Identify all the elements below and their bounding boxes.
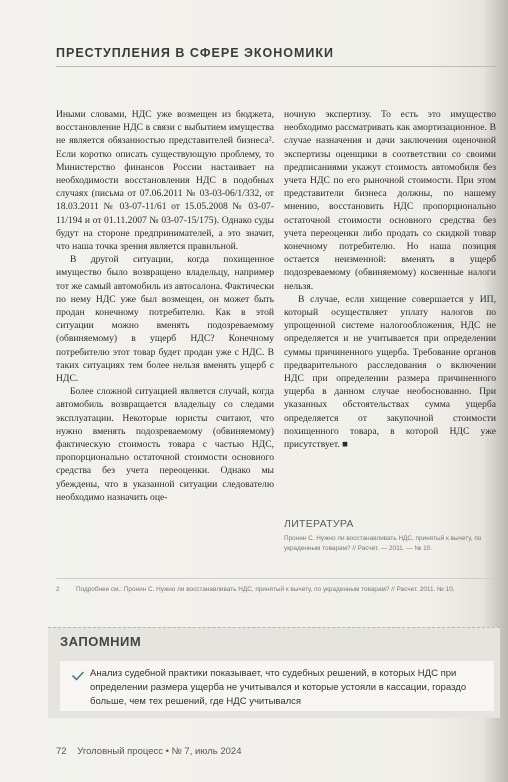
journal-info: Уголовный процесс • № 7, июль 2024 [77, 746, 242, 757]
literature-title: ЛИТЕРАТУРА [284, 518, 354, 530]
left-column [56, 108, 274, 504]
page-footer [56, 746, 241, 757]
footnote [56, 585, 496, 595]
footnote-text: Подробнее см.: Пронин С. Нужно ли восстанавливать НДС, принятый к вычету, по украденным товарам? // Расчет. 2011. № 10. [76, 586, 455, 593]
literature-text: Пронин С. Нужно ли восстанавливать НДС, принятый к вычету, по украденным товарам? // Расчет. — 2011. — № 10. [284, 535, 482, 552]
paragraph: В другой ситуации, когда похищенное имущество было возвращено владельцу, например тот же самый автомобиль из автосалона. Фактически по нему НДС уже был возмещен, он может быть продан конечному потребителю. Как в этой ситуации можно вменять подозреваемому (обвиняемому) в ущерб НДС? Конечному потребителю этот товар будет продан уже с НДС. В таких ситуациях тем более нельзя вменять ущерб с НДС. [56, 254, 274, 385]
paragraph: Иными словами, НДС уже возмещен из бюджета, восстановление НДС в связи с выбытием имущества не является обязанностью представителей бизнеса². Если коротко описать существующую проблему, то Министерство финансов России настаивает на необходимости восстановления НДС в подобных случаях (письма от 07.06.2011 № 03-03-06/1/332, от 18.03.2011 № 03-07-11/61 от 15.05.2008 № 03-07-11/194 и от 01.11.2007 № 03-07-15/175). Однако суды будут на стороне предпринимателей, а это значит, что наша точка зрения является правильной. [56, 109, 274, 253]
check-icon [72, 671, 84, 681]
section-title: ПРЕСТУПЛЕНИЯ В СФЕРЕ ЭКОНОМИКИ [56, 46, 335, 60]
remember-text: Анализ судебной практики показывает, что судебных решений, в которых НДС при определении размера ущерба не учитывался и которые устояли в кассации, гораздо больше, чем тех решений, где НДС учитывался [90, 668, 467, 707]
title-divider [56, 66, 496, 67]
right-column [284, 108, 496, 451]
footnote-divider [56, 578, 496, 579]
footnote-number: 2 [56, 586, 60, 593]
paragraph: В случае, если хищение совершается у ИП, который осуществляет уплату налогов по упрощенной системе налогообложения, НДС не определяется и не учитывается при определении суммы причиненного ущерба. Требование органов предварительного расследования о включении НДС при определении размера причиненного ущерба в данном случае необоснованно. При указанных обстоятельствах сумма ущерба определяется от закупочной стоимости похищенного товара, в которой НДС уже присутствует. ■ [284, 293, 496, 451]
paragraph: ночную экспертизу. То есть это имущество необходимо рассматривать как амортизационное. В случае назначения и дачи заключения оценочной экспертизы оценщики в соответствии со своими предписаниями укажут стоимость автомобиля без учета НДС по его рыночной стоимости. При этом представители бизнеса должны, по нашему мнению, восстановить НДС пропорционально остаточной стоимости основного средства без учета переоценки либо продать со скидкой товар конечному потребителю. Но наша позиция остается неизменной: вменять в ущерб подозреваемому (обвиняемому) косвенные налоги нельзя. [284, 109, 496, 292]
page-number: 72 [56, 746, 67, 757]
paragraph: Более сложной ситуацией является случай, когда автомобиль возвращается владельцу со следами эксплуатации. Некоторые юристы считают, что нужно вменять подозреваемому (обвиняемому) фактическую стоимость товара с частью НДС, пропорционально остаточной стоимости основного средства без учета переоценки. Однако мы убеждены, что в указанной ситуации следователю необходимо назначить оце- [56, 386, 274, 503]
remember-title: ЗАПОМНИМ [60, 634, 142, 649]
